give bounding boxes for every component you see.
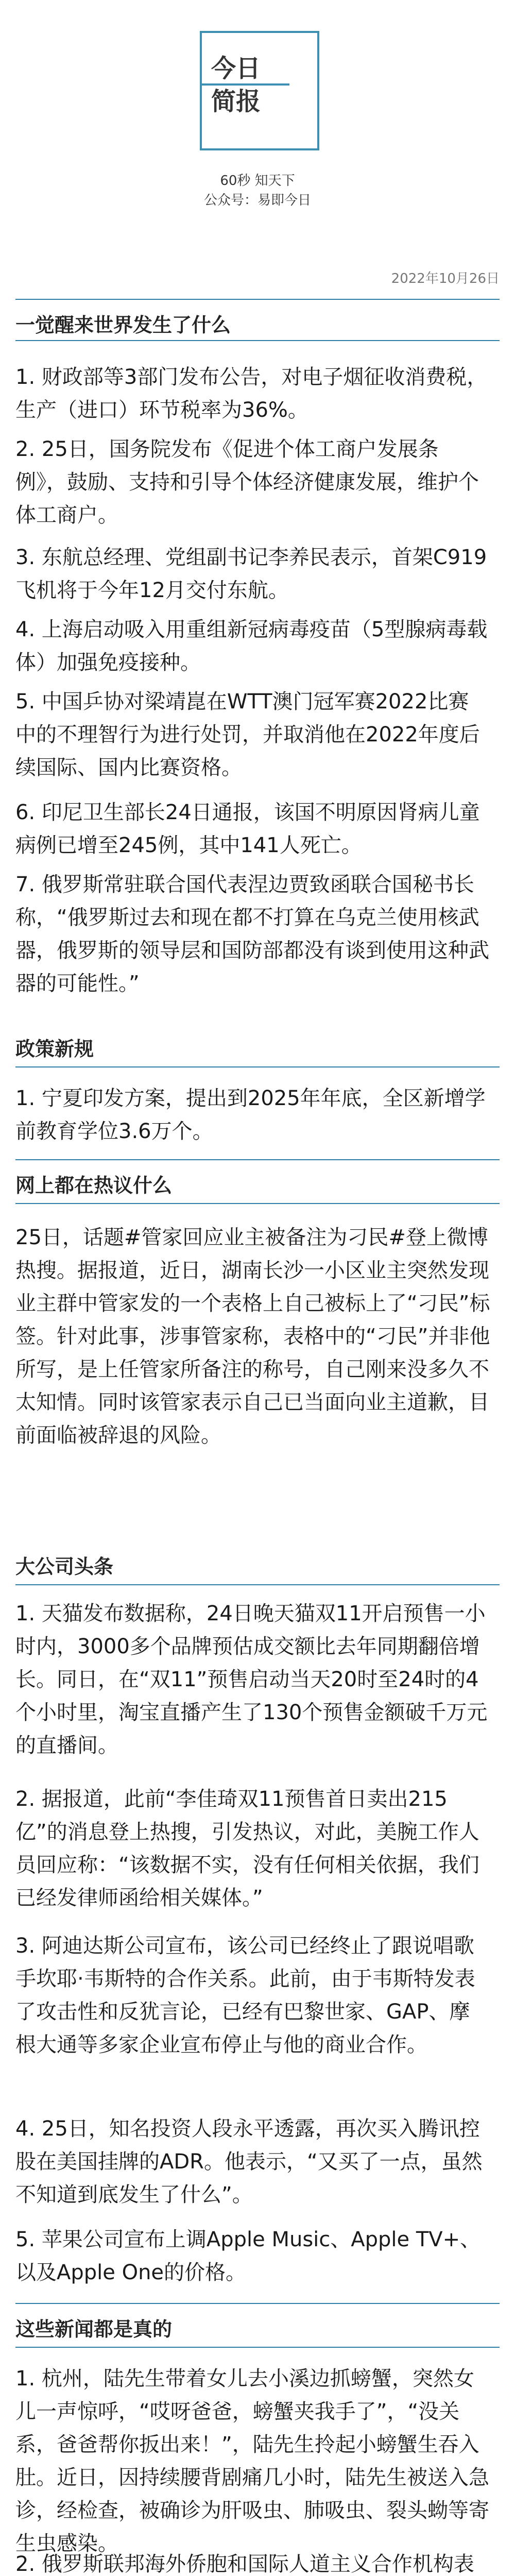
list-item: 5. 中国乒协对梁靖崑在WTT澳门冠军赛2022比赛中的不理智行为进行处罚，并取消他在2022年度后续国际、国内比赛资格。 <box>15 690 480 779</box>
section-divider <box>15 2303 500 2304</box>
logo-line-1: 今日 <box>211 54 261 83</box>
section-divider <box>15 299 500 300</box>
list-item: 1. 财政部等3部门发布公告，对电子烟征收消费税，生产（进口）环节税率为36%。 <box>15 365 488 422</box>
section-title-hot: 网上都在热议什么 <box>15 1174 173 1197</box>
section-title-company: 大公司头条 <box>15 1555 114 1578</box>
section-title-world: 一觉醒来世界发生了什么 <box>15 314 231 336</box>
list-item: 1. 宁夏印发方案，提出到2025年年底，全区新增学前教育学位3.6万个。 <box>15 1087 486 1143</box>
list-item: 25日，话题#管家回应业主被备注为刁民#登上微博热搜。据报道，近日，湖南长沙一小区业主突然发现业主群中管家发的一个表格上自己被标上了“刁民”标签。针对此事，涉事管家称，表格中的“刁民”并非他所写，是上任管家所备注的称号，自己刚来没多久不太知情。同时该管家表示自己已当面向业主道歉，目前面临被辞退的风险。 <box>15 1226 490 1447</box>
logo <box>200 31 319 150</box>
section-divider <box>15 1159 500 1160</box>
logo-line-2: 简报 <box>211 87 261 116</box>
section-divider <box>15 1066 500 1067</box>
list-item: 3. 东航总经理、党组副书记李养民表示，首架C919飞机将于今年12月交付东航。 <box>15 546 487 602</box>
list-item: 6. 印尼卫生部长24日通报，该国不明原因肾病儿童病例已增至245例，其中141人死亡。 <box>15 801 480 857</box>
list-item: 2. 25日，国务院发布《促进个体工商户发展条例》，鼓励、支持和引导个体经济健康发展，维护个体工商户。 <box>15 437 479 527</box>
section-divider <box>15 2347 500 2348</box>
list-item: 4. 25日，知名投资人段永平透露，再次买入腾讯控股在美国挂牌的ADR。他表示，“又买了一点，虽然不知道到底发生了什么”。 <box>15 2117 483 2207</box>
list-item: 2. 据报道，此前“李佳琦双11预售首日卖出215亿”的消息登上热搜，引发热议，对此，美腕工作人员回应称：“该数据不实，没有任何相关依据，我们已经发律师函给相关媒体。” <box>15 1787 479 1910</box>
subtitle: 60秒 知天下 <box>220 173 295 189</box>
list-item: 1. 天猫发布数据称，24日晚天猫双11开启预售一小时内，3000多个品牌预估成交额比去年同期翻倍增长。同日，在“双11”预售启动当天20时至24时的4个小时里，淘宝直播产生了130个预售金额破千万元的直播间。 <box>15 1602 488 1757</box>
account-name: 公众号：易即今日 <box>203 193 311 208</box>
section-divider <box>15 340 500 341</box>
list-item: 2. 俄罗斯联邦海外侨胞和国际人道主义合作机构表 <box>15 2552 474 2576</box>
list-item: 5. 苹果公司宣布上调Apple Music、Apple TV+、以及Apple One的价格。 <box>15 2228 481 2284</box>
header <box>0 0 515 247</box>
section-title-policy: 政策新规 <box>15 1038 94 1060</box>
date: 2022年10月26日 <box>391 271 500 286</box>
section-divider <box>15 1584 500 1585</box>
list-item: 7. 俄罗斯常驻联合国代表涅边贾致函联合国秘书长称，“俄罗斯过去和现在都不打算在乌克兰使用核武器，俄罗斯的领导层和国防部都没有谈到使用这种武器的可能性。” <box>15 873 489 995</box>
section-divider <box>15 1203 500 1204</box>
logo-divider <box>202 83 289 86</box>
list-item: 1. 杭州，陆先生带着女儿去小溪边抓螃蟹，突然女儿一声惊呼，“哎呀爸爸，螃蟹夹我手了”，“没关系，爸爸帮你扳出来！”，陆先生拎起小螃蟹生吞入肚。近日，因持续腰背剧痛几小时，陆先生被送入急诊，经检查，被确诊为肝吸虫、肺吸虫、裂头蚴等寄生虫感染。 <box>15 2367 489 2555</box>
list-item: 4. 上海启动吸入用重组新冠病毒疫苗（5型腺病毒载体）加强免疫接种。 <box>15 618 488 674</box>
list-item: 3. 阿迪达斯公司宣布，该公司已经终止了跟说唱歌手坎耶·韦斯特的合作关系。此前，由于韦斯特发表了攻击性和反犹言论，已经有巴黎世家、GAP、摩根大通等多家企业宣布停止与他的商业合作。 <box>15 1934 475 2057</box>
section-title-truth: 这些新闻都是真的 <box>15 2318 173 2341</box>
